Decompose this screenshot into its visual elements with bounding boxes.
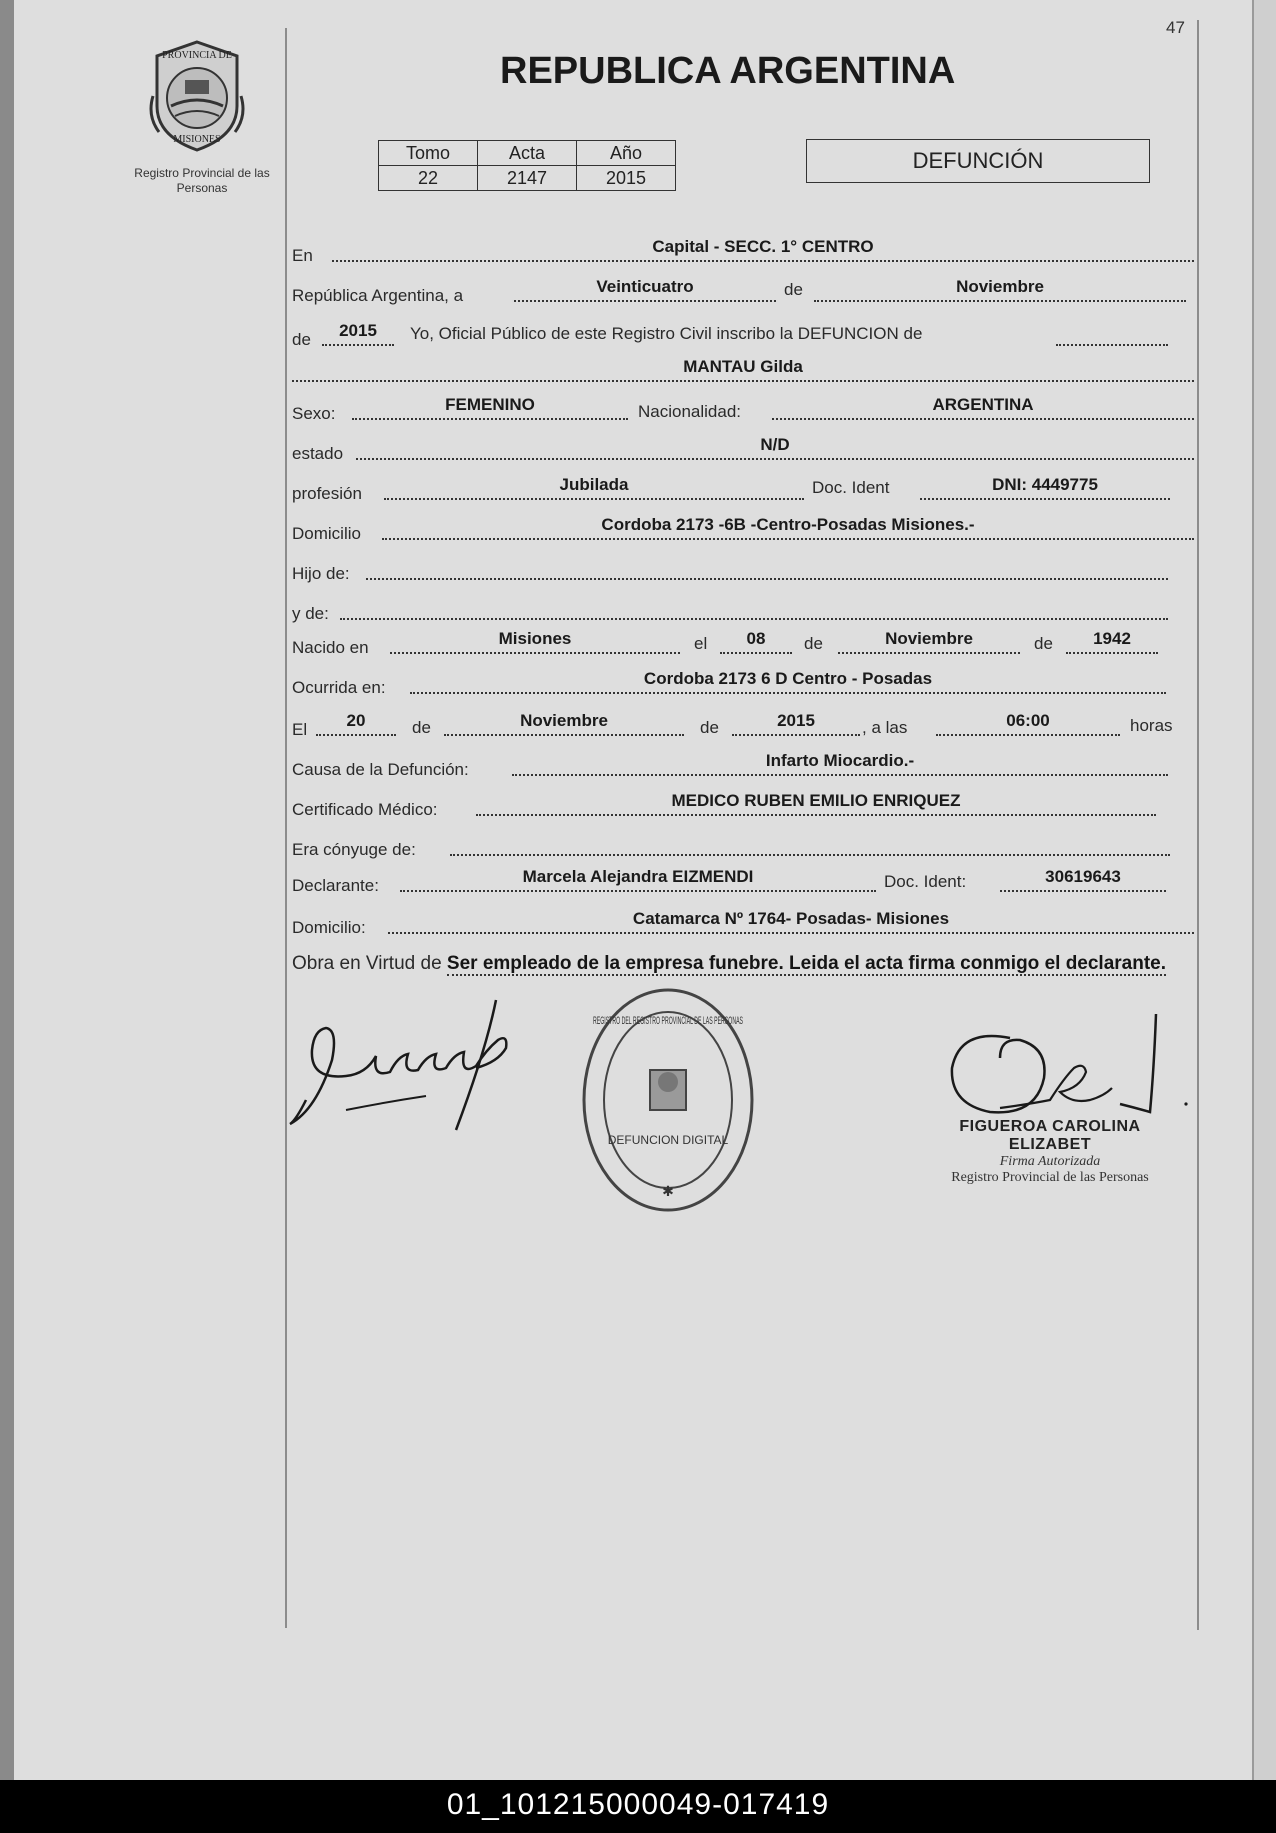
page-number: 47 — [1166, 18, 1185, 37]
dia-value: Veinticuatro — [514, 278, 776, 302]
row-certificado — [292, 792, 1194, 822]
binding-edge — [0, 0, 14, 1780]
en-label: En — [292, 246, 313, 265]
republica-label: República Argentina, a — [292, 286, 464, 305]
row-domicilio — [292, 516, 1194, 546]
yde-label: y de: — [292, 604, 329, 623]
certificado-value: MEDICO RUBEN EMILIO ENRIQUEZ — [476, 792, 1156, 816]
registrar-signature — [940, 1008, 1200, 1128]
header-tomo: Tomo — [379, 141, 478, 166]
record-table-header-row — [379, 141, 676, 166]
nacionalidad-label: Nacionalidad: — [638, 402, 742, 421]
record-table — [378, 140, 676, 191]
en-value: Capital - SECC. 1° CENTRO — [332, 238, 1194, 262]
hora-value: 06:00 — [936, 712, 1120, 736]
el-label-2: El — [292, 720, 308, 739]
el-label-1: el — [694, 634, 708, 653]
hijo-label: Hijo de: — [292, 564, 350, 583]
conyuge-label: Era cónyuge de: — [292, 840, 416, 859]
estado-value: N/D — [356, 436, 1194, 460]
emblem-bottom-text: MISIONES — [173, 134, 221, 145]
stamp-star-icon: ✱ — [662, 1183, 674, 1199]
header-anio: Año — [577, 141, 676, 166]
doc-label: Doc. Ident — [812, 478, 890, 497]
official-stamp — [578, 984, 758, 1216]
nacido-label: Nacido en — [292, 638, 369, 657]
yde-value — [340, 596, 1168, 620]
registrar-role: Firma Autorizada — [999, 1154, 1101, 1169]
causa-value: Infarto Miocardio.- — [512, 752, 1168, 776]
domicilio-value: Cordoba 2173 -6B -Centro-Posadas Misiones.- — [382, 516, 1194, 540]
de-label-1: de — [784, 280, 803, 299]
nacionalidad-value: ARGENTINA — [772, 396, 1194, 420]
stamp-center-text: DEFUNCION DIGITAL — [607, 1133, 729, 1147]
conyuge-value — [450, 832, 1170, 856]
row-causa — [292, 752, 1194, 782]
row-en — [292, 238, 1194, 268]
registrar-block — [920, 1118, 1180, 1186]
row-republica — [292, 278, 1194, 308]
hijo-value — [366, 556, 1168, 580]
nombre-value: MANTAU Gilda — [292, 358, 1194, 382]
nac-dia-value: 08 — [720, 630, 792, 654]
domicilio-label: Domicilio — [292, 524, 361, 543]
sexo-value: FEMENINO — [352, 396, 628, 420]
value-tomo: 22 — [379, 166, 478, 191]
obra-paragraph — [292, 950, 1194, 977]
obra-label: Obra en Virtud de — [292, 953, 442, 974]
def-anio-value: 2015 — [732, 712, 860, 736]
scan-footer-id: 01_101215000049-017419 — [446, 1788, 830, 1821]
alas-label: , a las — [862, 718, 908, 737]
obra-value: Ser empleado de la empresa funebre. Leida el acta firma conmigo el declarante. — [446, 953, 1167, 974]
declarante-value: Marcela Alejandra EIZMENDI — [400, 868, 876, 892]
header-acta: Acta — [478, 141, 577, 166]
row-yde — [292, 596, 1194, 626]
margin-line-right — [1197, 20, 1199, 1630]
province-emblem — [145, 36, 249, 156]
ocurrida-label: Ocurrida en: — [292, 678, 386, 697]
def-mes-value: Noviembre — [444, 712, 684, 736]
stamp-ring-text: REGISTRO DEL REGISTRO PROVINCIAL DE LAS PERSONAS — [593, 1015, 743, 1027]
record-type-box: DEFUNCIÓN — [806, 139, 1150, 183]
horas-label: horas — [1130, 716, 1173, 735]
ocurrida-value: Cordoba 2173 6 D Centro - Posadas — [410, 670, 1166, 694]
causa-label: Causa de la Defunción: — [292, 760, 469, 779]
declarant-signature — [286, 990, 526, 1140]
declarante-domicilio-value: Catamarca Nº 1764- Posadas- Misiones — [388, 910, 1194, 934]
row-declarante — [292, 868, 1194, 898]
document-title: REPUBLICA ARGENTINA — [500, 50, 956, 92]
def-dia-value: 20 — [316, 712, 396, 736]
mes-value: Noviembre — [814, 278, 1186, 302]
yo-text: Yo, Oficial Público de este Registro Civil inscribo la DEFUNCION de — [410, 324, 923, 343]
emblem-top-text: PROVINCIA DE — [162, 50, 232, 61]
row-domicilio-declarante — [292, 910, 1194, 940]
row-ocurrida — [292, 670, 1194, 700]
certificado-label: Certificado Médico: — [292, 800, 438, 819]
profesion-value: Jubilada — [384, 476, 804, 500]
estado-label: estado — [292, 444, 344, 463]
row-hijo — [292, 556, 1194, 586]
row-yo — [292, 322, 1194, 352]
record-table-value-row — [379, 166, 676, 191]
declarante-label: Declarante: — [292, 876, 379, 895]
nacido-value: Misiones — [390, 630, 680, 654]
registrar-office: Registro Provincial de las Personas — [951, 1170, 1149, 1185]
registrar-name: FIGUEROA CAROLINA ELIZABET — [959, 1118, 1141, 1153]
row-estado — [292, 436, 1194, 466]
domicilio-label-2: Domicilio: — [292, 918, 366, 937]
de-label-5: de — [412, 718, 431, 737]
yo-fill-line — [1056, 322, 1168, 346]
sexo-label: Sexo: — [292, 404, 336, 423]
row-nombre — [292, 358, 1194, 388]
de-label-2: de — [292, 330, 311, 349]
row-nacido — [292, 630, 1194, 660]
registry-label: Registro Provincial de las Personas — [134, 166, 270, 195]
margin-line-left — [285, 28, 287, 1628]
nac-anio-value: 1942 — [1066, 630, 1158, 654]
doc-label-2: Doc. Ident: — [884, 872, 967, 891]
row-profesion — [292, 476, 1194, 506]
row-conyuge — [292, 832, 1194, 862]
value-anio: 2015 — [577, 166, 676, 191]
anio-value: 2015 — [322, 322, 394, 346]
nac-mes-value: Noviembre — [838, 630, 1020, 654]
row-fecha-defuncion — [292, 712, 1194, 742]
profesion-label: profesión — [292, 484, 362, 503]
doc-value: DNI: 4449775 — [920, 476, 1170, 500]
de-label-3: de — [804, 634, 823, 653]
de-label-6: de — [700, 718, 719, 737]
value-acta: 2147 — [478, 166, 577, 191]
row-sexo — [292, 396, 1194, 426]
declarante-doc-value: 30619643 — [1000, 868, 1166, 892]
de-label-4: de — [1034, 634, 1053, 653]
page-edge — [1252, 0, 1276, 1780]
